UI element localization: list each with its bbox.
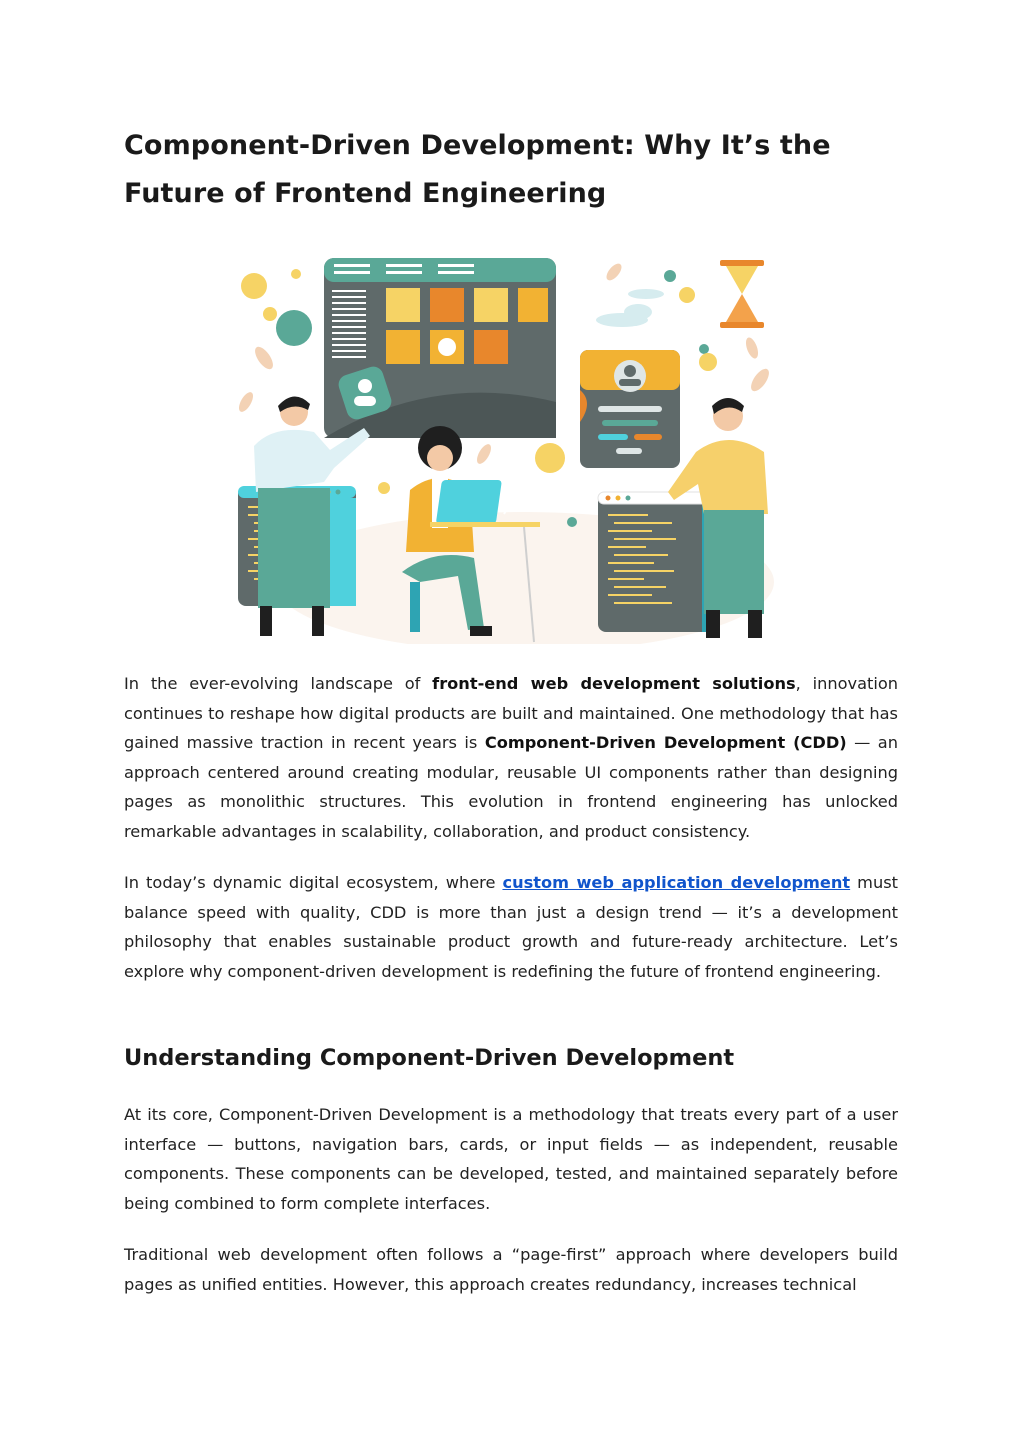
traditional-paragraph: Traditional web development often follows a “page-first” approach where developers build pages as unified entities. However, this approach creates redundancy, increases technical: [124, 1245, 898, 1294]
intro-paragraph: In the ever-evolving landscape of front-end web development solutions, innovation continues to reshape how digital products are built and maintained. One methodology that has gained massive traction in recent years is Component-Driven Development (CDD) — an approach centered around creating modular, reusable UI components rather than designing pages as monolithic structures. This evolution in frontend engineering has unlocked remarkable advantages in scalability, collaboration, and product consistency.: [124, 674, 898, 841]
keyword-cdd: Component-Driven Development (CDD): [484, 733, 847, 753]
article-title: Component-Driven Development: Why It’s the Future of Frontend Engineering: [124, 130, 831, 209]
context-paragraph: In today’s dynamic digital ecosystem, where custom web application development must balance speed with quality, CDD is more than just a design trend — it’s a development philosophy that enables sustainable product growth and future-ready architecture. Let’s explore why component-driven development is redefining the future of frontend engineering.: [124, 873, 898, 981]
definition-paragraph: At its core, Component-Driven Development is a methodology that treats every part of a user interface — buttons, navigation bars, cards, or input fields — as independent, reusable components. These components can be developed, tested, and maintained separately before being combined to form complete interfaces.: [124, 1105, 898, 1213]
section-heading: Understanding Component-Driven Development: [124, 1045, 735, 1071]
custom-web-app-link[interactable]: custom web application development: [502, 873, 851, 892]
keyword-frontend-solutions: front-end web development solutions: [432, 674, 796, 693]
team-developers-illustration: [234, 252, 794, 644]
